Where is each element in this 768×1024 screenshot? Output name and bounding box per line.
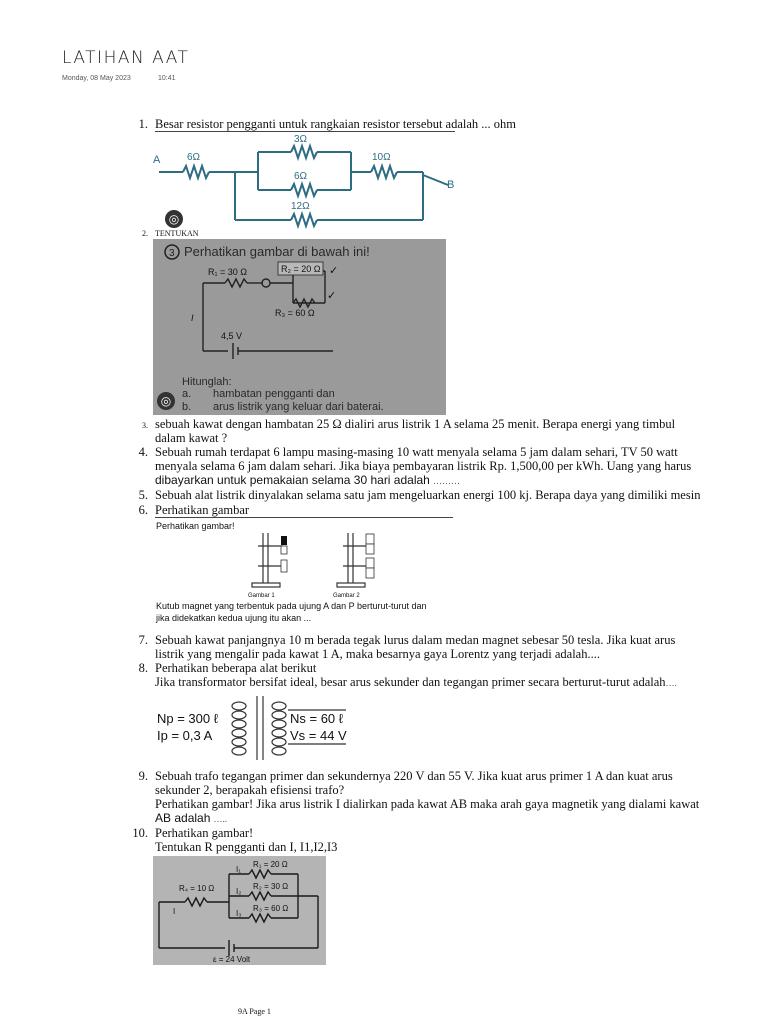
current-label: I₂ [236,887,242,896]
current-label: I [191,313,194,323]
check-mark: ✓ [329,265,339,277]
check-mark: ✓ [327,290,337,302]
item-text: arus listrik yang keluar dari baterai. [213,401,384,413]
resistor-label: R₃ = 60 Ω [253,904,289,913]
question-text: Perhatikan beberapa alat berikut [155,661,317,675]
dots: …. [665,678,677,688]
transformer-value: Vs = 44 V [290,728,347,743]
dots: ….. [213,814,228,824]
question-text: Perhatikan gambar [155,503,250,517]
figure-caption: jika didekatkan kedua ujung itu akan ... [156,613,312,623]
page-footer: 9A Page 1 [238,1007,271,1016]
question-text: Perhatikan gambar! Jika arus listrik I dialirkan pada kawat AB maka arah gaya magnetik yang dialami kawat [155,797,700,811]
problem-number: 3 [169,248,175,259]
question-text: sekunder 2, berapakah efisiensi trafo? [155,783,345,797]
node-a-label: A [153,154,161,166]
voltage-label: 4,5 V [221,331,243,341]
question-text: Perhatikan gambar! [155,826,254,840]
question-text: dalam kawat ? [155,431,228,445]
question-number: 10. [132,826,148,840]
circuit-figure-1 [153,132,456,230]
note-date: Monday, 08 May 2023 [62,75,131,82]
resistor-label: R₁ = 30 Ω [208,267,248,277]
question-number: 1. [138,117,148,131]
question-text: sebuah kawat dengan hambatan 25 Ω dialiri arus listrik 1 A selama 25 menit. Berapa energi yang timbul [155,417,676,431]
figure-label: Gambar 1 [248,593,275,599]
figure-caption: Kutub magnet yang terbentuk pada ujung A dan P berturut-turut dan [156,601,427,611]
question-text: Jika transformator bersifat ideal, besar arus sekunder dan tegangan primer secara berturut-turut adalah [155,675,666,689]
question-number: 9. [138,769,148,783]
item-label: a. [182,388,192,400]
question-text: menyala selama 6 jam dalam sehari. Jika biaya pembayaran listrik Rp. 1,500,00 per kWh. Uang yang harus [155,459,692,473]
transformer-value: Ns = 60 ℓ [290,711,343,726]
emf-label: ε = 24 Volt [213,955,251,964]
note-time: 10:41 [158,75,176,82]
instruction-text: Hitunglah: [182,376,232,388]
resistor-label: R₃ = 60 Ω [275,308,315,318]
dots: ……… [432,476,460,486]
transformer-figure [153,690,350,766]
question-number: 2. [142,229,148,238]
resistor-label: 6Ω [187,152,201,163]
lens-icon[interactable]: ◎ [157,392,175,410]
resistor-label: R₂ = 20 Ω [281,264,321,274]
question-text: Sebuah trafo tegangan primer dan sekundernya 220 V dan 55 V. Jika kuat arus primer 1 A dan kuat arus [155,769,673,783]
question-text: Tentukan R pengganti dan I, I1,I2,I3 [155,840,338,854]
question-number: 6. [138,503,148,517]
question-text: Besar resistor pengganti untuk rangkaian resistor tersebut adalah ... ohm [155,117,517,131]
resistor-label: R₁ = 20 Ω [253,860,288,869]
photo-heading: Perhatikan gambar di bawah ini! [184,244,370,259]
question-number: 5. [138,488,148,502]
question-text: Sebuah kawat panjangnya 10 m berada tegak lurus dalam medan magnet sebesar 50 tesla. Jika kuat arus [155,633,676,647]
figure-label: Gambar 2 [333,593,360,599]
resistor-label: 3Ω [294,134,308,145]
question-number: 7. [138,633,148,647]
resistor-label: 12Ω [291,201,310,212]
page-title: LATIHAN AAT [62,48,190,68]
question-text: listrik yang mengalir pada kawat 1 A, maka besarnya gaya Lorentz yang terjadi adalah.... [155,647,600,661]
current-label: I₃ [236,909,242,918]
magnet-figure [153,518,453,628]
item-text: hambatan pengganti dan [213,388,335,400]
current-label: I₁ [236,865,241,874]
circuit-photo-2 [153,239,446,415]
question-text: dibayarkan untuk pemakaian selama 30 hari adalah [155,473,430,487]
node-b-label: B [447,179,455,191]
transformer-value: Np = 300 ℓ [157,711,218,726]
question-text: Sebuah rumah terdapat 6 lampu masing-masing 10 watt menyala selama 5 jam dalam sehari, TV 50 watt [155,445,678,459]
question-3 [155,417,760,445]
question-number: 3. [142,421,148,430]
question-number: 8. [138,661,148,675]
question-number: 4. [138,445,148,459]
transformer-value: Ip = 0,3 A [157,728,213,743]
item-label: b. [182,401,192,413]
figure-heading: Perhatikan gambar! [156,521,235,531]
current-label: I [173,907,176,916]
lens-icon[interactable]: ◎ [165,210,183,228]
resistor-label: R₄ = 10 Ω [179,884,215,893]
question-2-text: TENTUKAN [155,229,199,238]
resistor-label: 6Ω [294,171,308,182]
question-text: AB adalah [155,811,211,825]
question-text: Sebuah alat listrik dinyalakan selama satu jam mengeluarkan energi 100 kj. Berapa daya yang dimiliki mesin [155,488,701,502]
circuit-photo-3 [153,856,326,965]
resistor-label: 10Ω [372,152,391,163]
resistor-label: R₂ = 30 Ω [253,882,289,891]
